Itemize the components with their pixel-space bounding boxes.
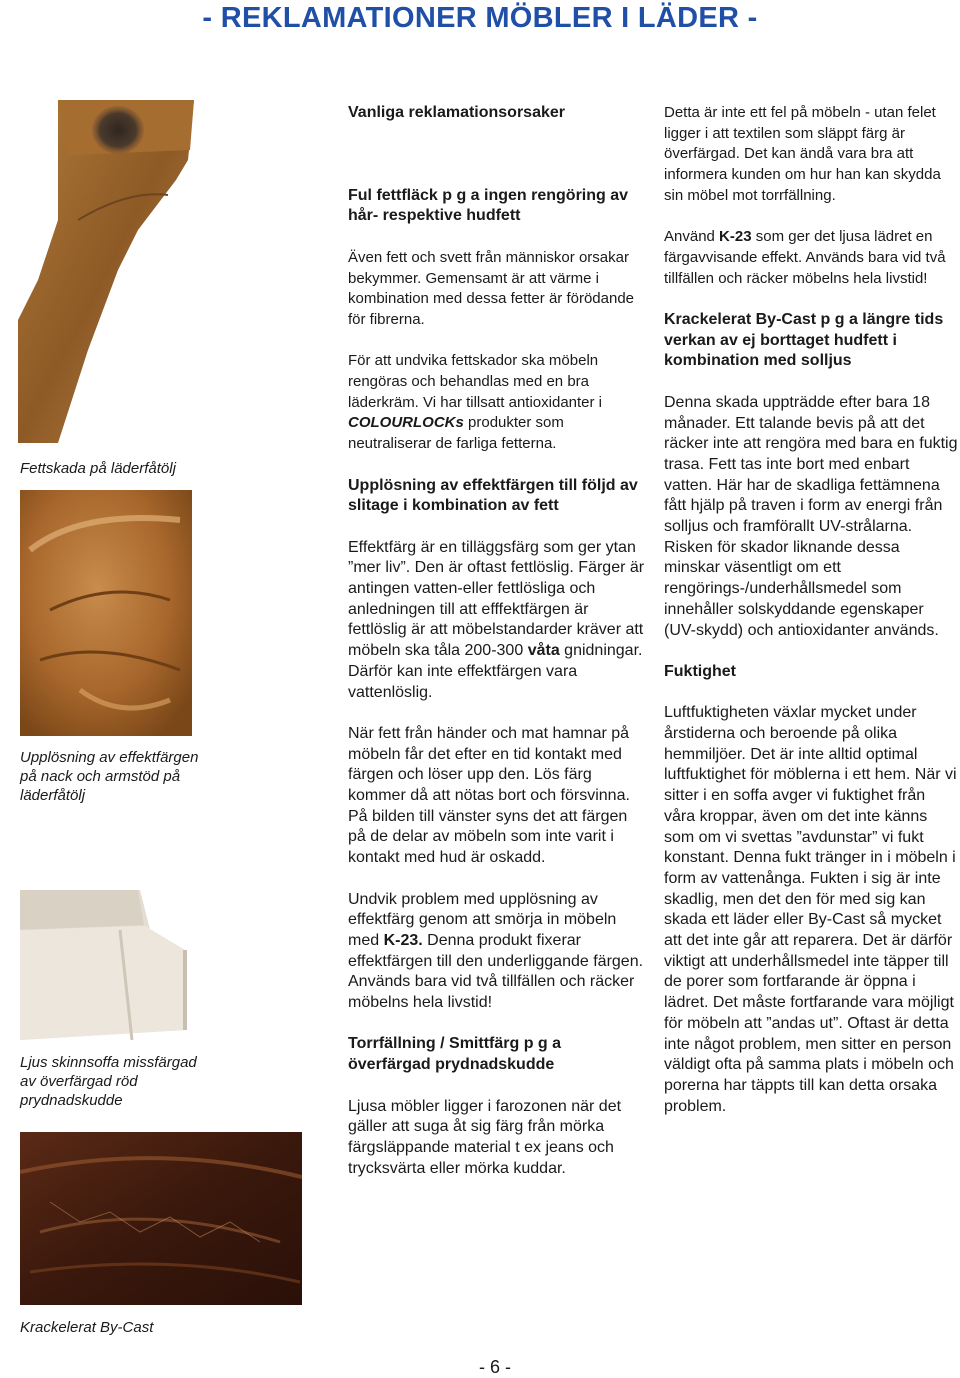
heading-common-complaints: Vanliga reklamationsorsaker xyxy=(348,104,565,121)
caption-bycast: Krackelerat By-Cast xyxy=(20,1319,154,1336)
paragraph-grease: Även fett och svett från människor orsakar bekymmer. Gemensamt är att värme i kombination med dessa fetter är förödande för fibrerna. xyxy=(348,248,635,328)
paragraph-not-fault: Detta är inte ett fel på möbeln - utan felet ligger i att textilen som släppt färg är överfärgad. Det kan ändå vara bra att informera kunden om hur han kan skydda sin möbel mot torrfällning. xyxy=(664,104,941,204)
caption-effektfarg: Upplösning av effektfärgen på nack och armstöd på läderfåtölj xyxy=(20,749,199,804)
page-number: - 6 - xyxy=(478,1357,511,1377)
column-middle xyxy=(348,103,648,1200)
column-right xyxy=(664,103,958,1138)
leather-armchair-image xyxy=(20,490,192,736)
cracked-bycast-image xyxy=(20,1132,302,1305)
page-title: - REKLAMATIONER MÖBLER I LÄDER - xyxy=(202,2,758,34)
paragraph-cracked-bycast: Denna skada uppträdde efter bara 18 månader. Ett talande bevis på att det räcker inte att rengöra med bara en fuktig trasa. Fett tas inte bort med enbart vatten. Här har de skadliga fettämnena fått hjälp på traven i form av energi från solljus och framförallt UV-strålarna. Risken för skador liknande dessa minskar väsentligt om ett rengörings-/underhållsmedel som innehåller solskyddande egenskaper (UV-skydd) och antioxidanter används. xyxy=(664,393,958,639)
leather-chair-stain-image xyxy=(18,100,194,443)
paragraph-k23: Undvik problem med upplösning av effektfärg genom att smörja in möbeln med K-23. Denna produkt fixerar effektfärgen till den underliggande färgen. Används bara vid två tillfällen och räcker möbelns hela livstid! xyxy=(348,890,644,1012)
caption-skinnsoffa: Ljus skinnsoffa missfärgad av överfärgad röd prydnadskudde xyxy=(20,1054,197,1109)
heading-effect-color: Upplösning av effektfärgen till följd av slitage i kombination av fett xyxy=(348,476,638,515)
photo-fettskada xyxy=(18,100,194,443)
paragraph-humidity: Luftfuktigheten växlar mycket under årstiderna och beroende på olika hemmiljöer. Det är inte alltid optimal luftfuktighet för möblerna i ett hem. När vi sitter i en soffa avger vi fuktighet från våra kroppar, även om det inte känns som om vi svettas ”avdunstar” vi fukt konstant. Denna fukt tränger in i möbeln i form av vattenånga. Fukten i sig är inte skadlig, men det den för med sig kan skada ett läder eller By-Cast så mycket att det inte går att reparera. Det är därför viktigt att underhållsmedel inte täpper till de porer som fortfarande är öppna i lädret. Det måste fortfarande vara möjligt för möbeln att ”andas ut”. Oftast är detta inte något problem, men sitter en person väldigt ofta på samma plats i möbeln och porerna har täppts till kan detta orsaka problem. xyxy=(664,704,957,1115)
heading-dye-transfer: Torrfällning / Smittfärg p g a överfärgad prydnadskudde xyxy=(348,1035,562,1074)
photo-bycast xyxy=(20,1132,302,1305)
paragraph-prevent-grease: För att undvika fettskador ska möbeln rengöras och behandlas med en bra läderkräm. Vi har tillsatt antioxidanter i COLOURLOCKs produkter som neutraliserar de farliga fetterna. xyxy=(348,352,603,453)
paragraph-dye-transfer: Ljusa möbler ligger i farozonen när det gäller att suga åt sig färg från mörka färgsläppande material t ex jeans och trycksvärta eller mörka kuddar. xyxy=(348,1097,622,1177)
paragraph-grease-contact: När fett från händer och mat hamnar på möbeln får det efter en tid kontakt med färgen och löser upp den. Lös färg kommer då att nötas bort och försvinna. På bilden till vänster syns det att färgen på de delar av möbeln som inte varit i kontakt med hud är oskadd. xyxy=(348,724,630,867)
paragraph-effect-color: Effektfärg är en tilläggsfärg som ger ytan ”mer liv”. Den är oftast fettlöslig. Färger är antingen vatten-eller fettlösliga och anledningen till att efffektfärgen är fettlöslig är att möbelstandarder kräver att möbeln ska tåla 200-300 våta gnidningar. Därför kan inte effektfärgen vara vattenlöslig. xyxy=(348,538,645,701)
light-sofa-image xyxy=(20,890,190,1040)
photo-skinnsoffa xyxy=(20,890,190,1040)
caption-fettskada: Fettskada på läderfåtölj xyxy=(20,460,176,477)
heading-cracked-bycast: Krackelerat By-Cast p g a längre tids verkan av ej borttaget hudfett i kombination med solljus xyxy=(664,311,944,370)
paragraph-use-k23: Använd K-23 som ger det ljusa lädret en färgavvisande effekt. Används bara vid två tillfällen och räcker möbelns hela livstid! xyxy=(664,228,946,287)
heading-grease-stain: Ful fettfläck p g a ingen rengöring av hår- respektive hudfett xyxy=(348,186,629,225)
heading-humidity: Fuktighet xyxy=(664,662,736,680)
brand-colourlock: COLOURLOCKs xyxy=(348,414,464,432)
photo-effektfarg xyxy=(20,490,192,736)
